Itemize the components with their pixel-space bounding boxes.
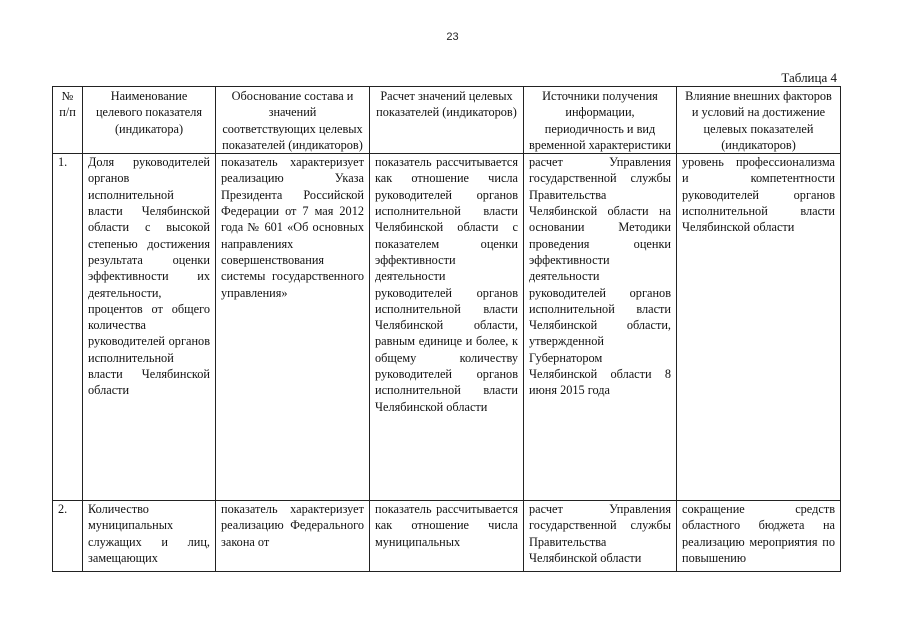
header-name: Наименование целевого показателя (индикатора): [83, 87, 216, 154]
indicators-table: [52, 86, 841, 572]
indicator-sources: расчет Управления государственной службы Правительства Челябинской области: [524, 501, 677, 572]
indicator-calculation: показатель рассчитывается как отношение числа руководителей органов исполнительной власти Челябинской области с показателем оценки эффективности деятельности руководителей органов исполнительной власти Челябинской области, равным единице и более, к общему количеству руководителей органов исполнительной власти Челябинской области: [370, 154, 524, 501]
indicator-rationale: показатель характеризует реализацию Указа Президента Российской Федерации от 7 мая 2012 года № 601 «Об основных направлениях совершенствования системы государственного управления»: [216, 154, 370, 501]
header-num: № п/п: [53, 87, 83, 154]
indicator-factors: уровень профессионализма и компетентности руководителей органов исполнительной власти Челябинской области: [677, 154, 841, 501]
header-sources: Источники получения информации, периодичность и вид временной характеристики: [524, 87, 677, 154]
page-number: 23: [446, 31, 459, 43]
row-number: 1.: [53, 154, 83, 501]
row-number: 2.: [53, 501, 83, 572]
indicator-name: Количество муниципальных служащих и лиц, замещающих: [83, 501, 216, 572]
table-header-row: [53, 87, 841, 154]
table-row: [53, 154, 841, 501]
table-caption: Таблица 4: [781, 70, 837, 85]
indicator-rationale: показатель характеризует реализацию Федерального закона от: [216, 501, 370, 572]
indicator-sources: расчет Управления государственной службы Правительства Челябинской области на основании Методики проведения оценки эффективности деятельности руководителей органов исполнительной власти Челябинской области, утвержденной Губернатором Челябинской области 8 июня 2015 года: [524, 154, 677, 501]
header-calculation: Расчет значений целевых показателей (индикаторов): [370, 87, 524, 154]
header-factors: Влияние внешних факторов и условий на достижение целевых показателей (индикаторов): [677, 87, 841, 154]
indicator-factors: сокращение средств областного бюджета на реализацию мероприятия по повышению: [677, 501, 841, 572]
table-row: [53, 501, 841, 572]
indicator-name: Доля руководителей органов исполнительной власти Челябинской области с высокой степенью достижения результата оценки эффективности их деятельности, процентов от общего количества руководителей органов исполнительной власти Челябинской области: [83, 154, 216, 501]
header-rationale: Обоснование состава и значений соответствующих целевых показателей (индикаторов): [216, 87, 370, 154]
indicator-calculation: показатель рассчитывается как отношение числа муниципальных: [370, 501, 524, 572]
